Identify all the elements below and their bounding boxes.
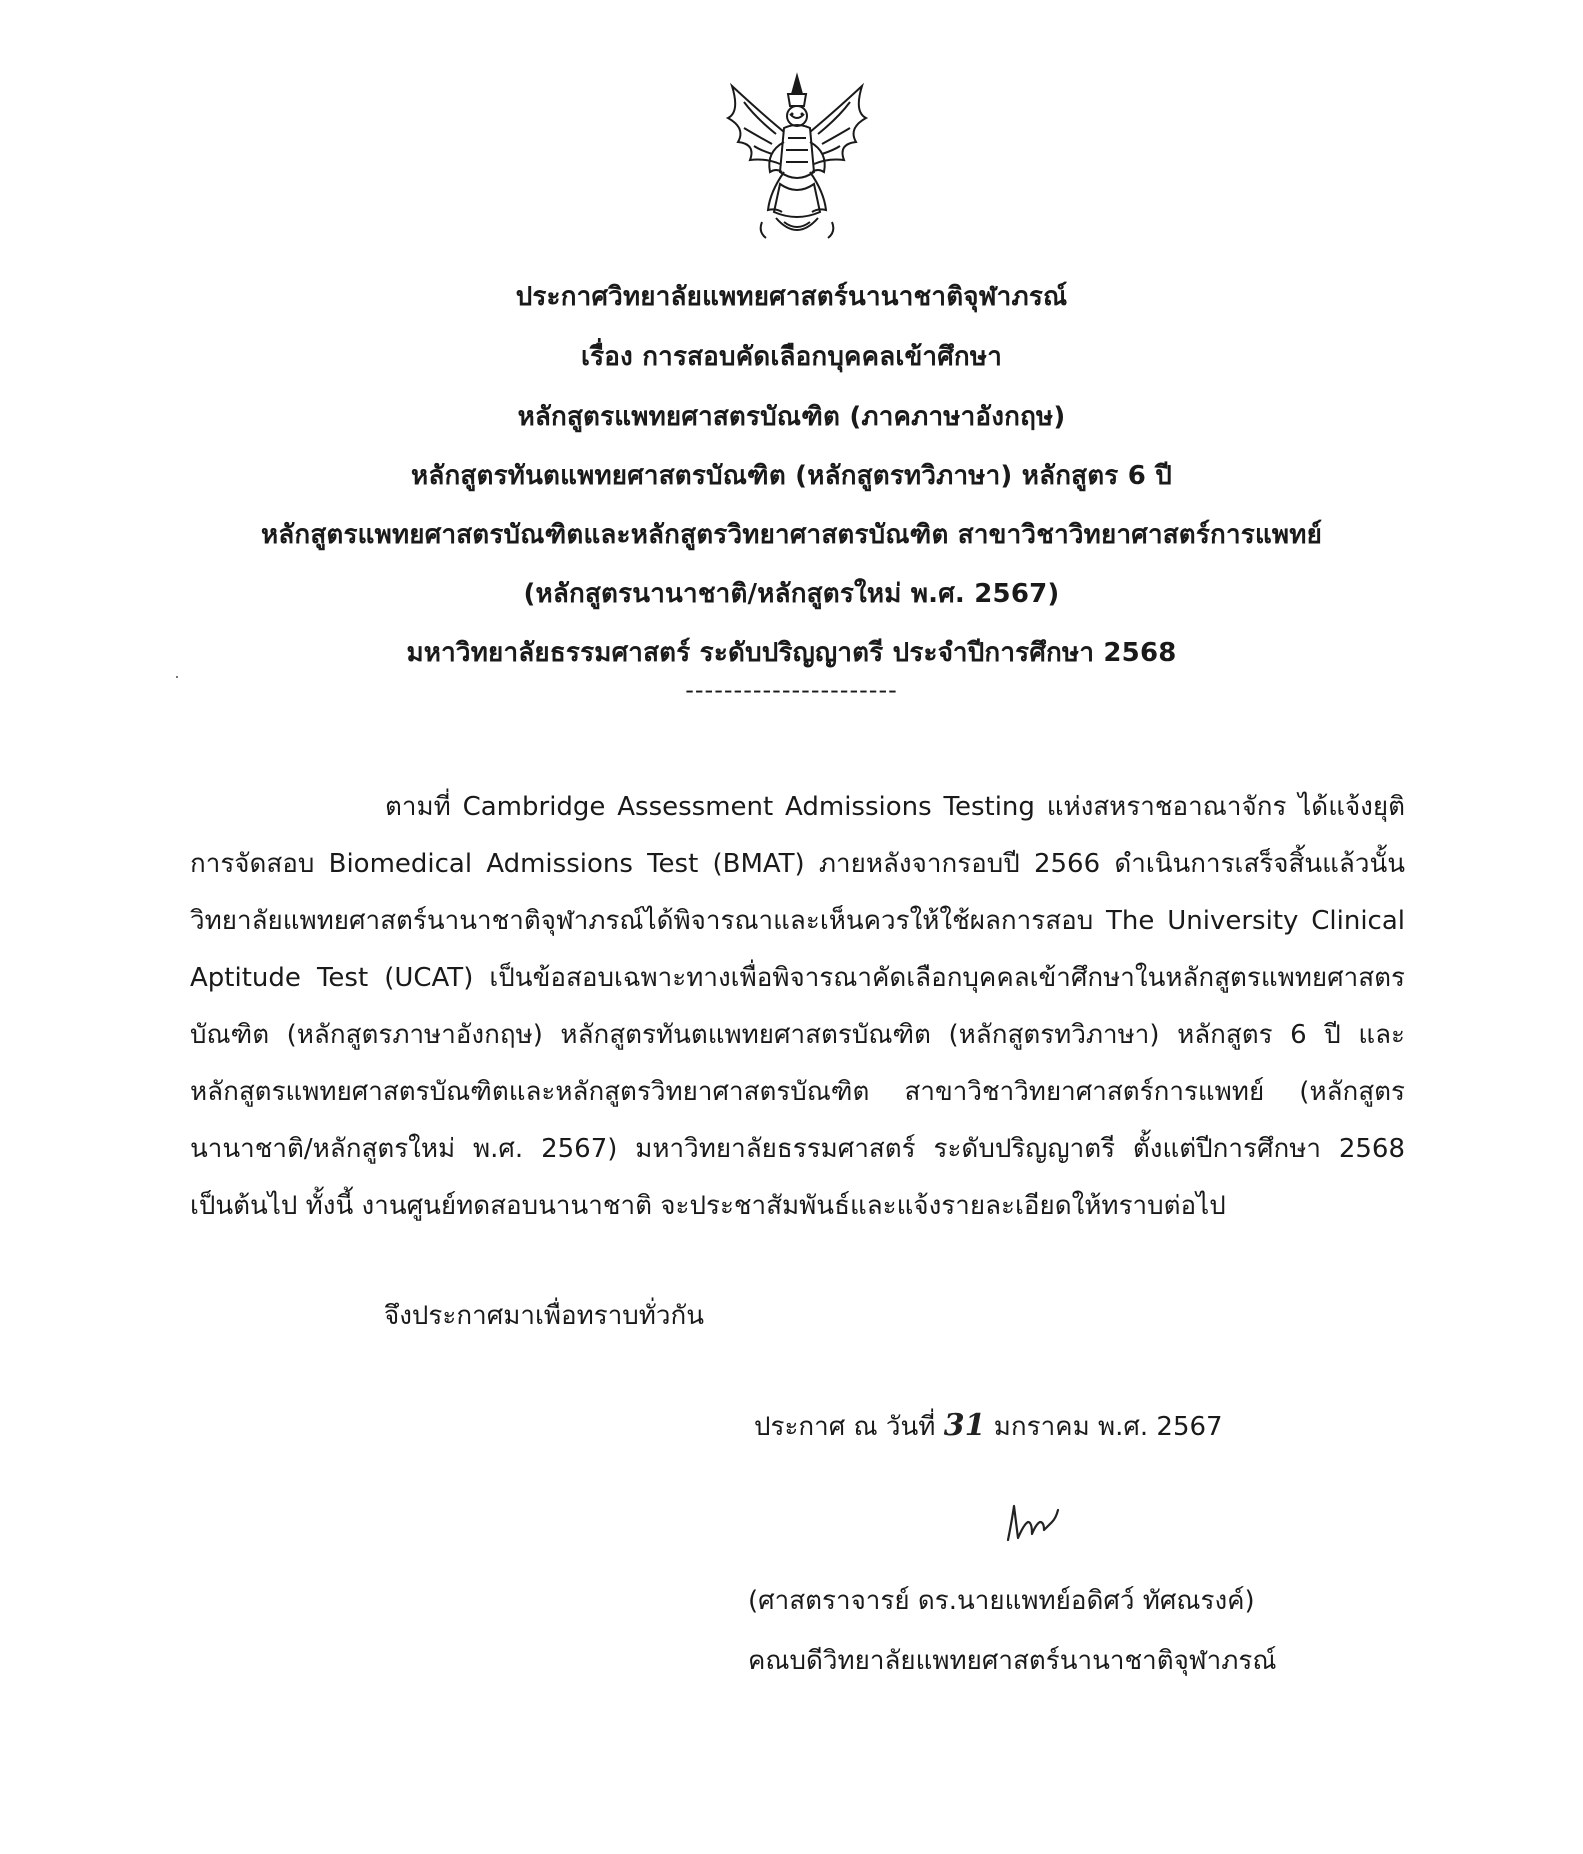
divider: ---------------------- xyxy=(685,676,898,704)
signer-title: คณบดีวิทยาลัยแพทยศาสตร์นานาชาติจุฬาภรณ์ xyxy=(748,1646,1277,1676)
heading-line-1: ประกาศวิทยาลัยแพทยศาสตร์นานาชาติจุฬาภรณ์ xyxy=(515,282,1068,312)
heading-line-4: หลักสูตรทันตแพทยศาสตรบัณฑิต (หลักสูตรทวิภาษา) หลักสูตร 6 ปี xyxy=(411,461,1172,491)
heading-line-3: หลักสูตรแพทยศาสตรบัณฑิต (ภาคภาษาอังกฤษ) xyxy=(517,402,1066,432)
signature-mark xyxy=(1002,1500,1062,1545)
heading-line-5: หลักสูตรแพทยศาสตรบัณฑิตและหลักสูตรวิทยาศาสตรบัณฑิต สาขาวิชาวิทยาศาสตร์การแพทย์ xyxy=(260,520,1323,550)
body-paragraph: ตามที่ Cambridge Assessment Admissions Testing แห่งสหราชอาณาจักร ได้แจ้งยุติการจัดสอบ Biomedical Admissions Test (BMAT) ภายหลังจากรอบปี 2566 ดำเนินการเสร็จสิ้นแล้วนั้น วิทยาลัยแพทยศาสตร์นานาชาติจุฬาภรณ์ได้พิจารณาและเห็นควรให้ใช้ผลการสอบ The University Clinical Aptitude Test (UCAT) เป็นข้อสอบเฉพาะทางเพื่อพิจารณาคัดเลือกบุคคลเข้าศึกษาในหลักสูตรแพทยศาสตรบัณฑิต (หลักสูตรภาษาอังกฤษ) หลักสูตรทันตแพทยศาสตรบัณฑิต (หลักสูตรทวิภาษา) หลักสูตร 6 ปี และหลักสูตรแพทยศาสตรบัณฑิตและหลักสูตรวิทยาศาสตรบัณฑิต สาขาวิชาวิทยาศาสตร์การแพทย์ (หลักสูตรนานาชาติ/หลักสูตรใหม่ พ.ศ. 2567) มหาวิทยาลัยธรรมศาสตร์ ระดับปริญญาตรี ตั้งแต่ปีการศึกษา 2568 เป็นต้นไป ทั้งนี้ งานศูนย์ทดสอบนานาชาติ จะประชาสัมพันธ์และแจ้งรายละเอียดให้ทราบต่อไป xyxy=(190,792,1405,1221)
dateline-prefix: ประกาศ ณ วันที่ xyxy=(754,1412,936,1442)
heading-line-2: เรื่อง การสอบคัดเลือกบุคคลเข้าศึกษา xyxy=(580,342,1003,372)
dateline-day: 31 xyxy=(943,1408,986,1443)
dateline-suffix: มกราคม พ.ศ. 2567 xyxy=(993,1412,1223,1442)
closing-statement: จึงประกาศมาเพื่อทราบทั่วกัน xyxy=(384,1301,705,1331)
heading-line-6: (หลักสูตรนานาชาติ/หลักสูตรใหม่ พ.ศ. 2567) xyxy=(523,579,1060,609)
garuda-emblem-icon xyxy=(710,72,885,247)
signer-name: (ศาสตราจารย์ ดร.นายแพทย์อดิศว์ ทัศณรงค์) xyxy=(748,1586,1255,1616)
heading-line-7: มหาวิทยาลัยธรรมศาสตร์ ระดับปริญญาตรี ประจำปีการศึกษา 2568 xyxy=(406,638,1177,668)
dateline xyxy=(754,1406,1223,1447)
